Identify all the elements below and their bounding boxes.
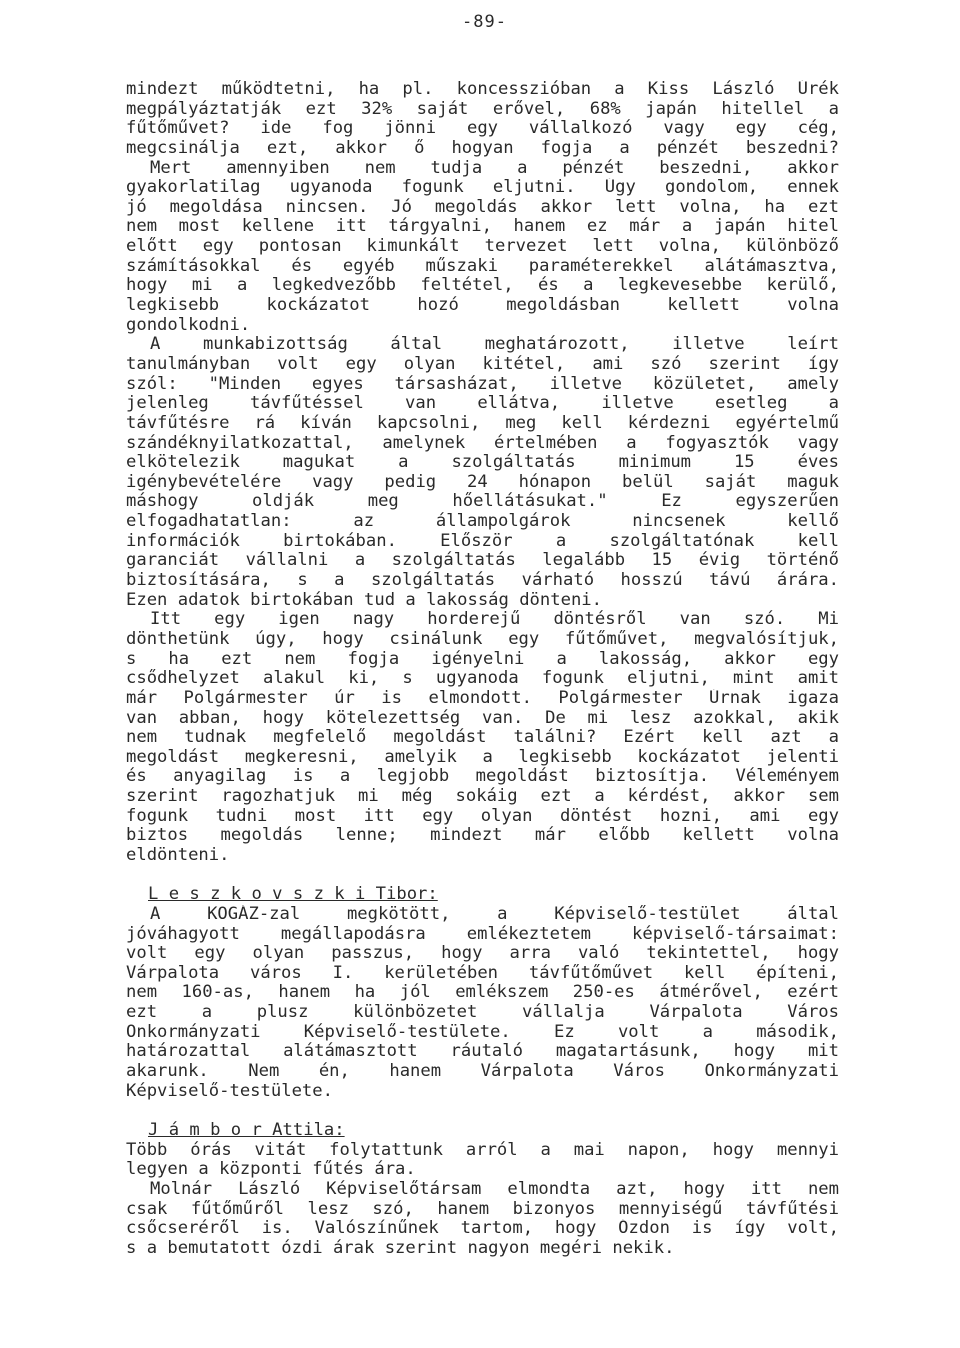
text-line: biztos megoldás lenne; mindezt már előbb kellett volna: [126, 826, 839, 846]
paragraph-gap: [126, 866, 839, 886]
text-line: biztosítására, s a szolgáltatás várható hosszú távú árára.: [126, 571, 839, 591]
text-line: van abban, hogy kötelezettség van. De mi lesz azokkal, akik: [126, 708, 839, 728]
text-line: Várpalota város I. kerületében távfűtőművet kell építeni,: [126, 963, 839, 983]
text-line: előtt egy pontosan kimunkált tervezet lett volna, különböző: [126, 237, 839, 257]
text-line: gyakorlatilag ugyanoda fogunk eljutni. Úgy gondolom, ennek: [126, 178, 839, 198]
text-line: eldönteni.: [126, 845, 230, 865]
text-line: Molnár László Képviselőtársam elmondta azt, hogy itt nem: [150, 1179, 839, 1199]
text-line: A KÖGÁZ-zal megkötött, a Képviselő-testület által: [150, 904, 839, 924]
text-line: szerint ragozhatjuk mi még sokáig ezt a kérdést, akkor sem: [126, 787, 839, 807]
text-line: gondolkodni.: [126, 315, 251, 335]
text-line: Mert amennyiben nem tudja a pénzét beszedni, akkor: [150, 158, 839, 178]
text-line: legkisebb kockázatot hozó megoldásban kellett volna: [126, 296, 839, 316]
text-line: nem most kellene itt tárgyalni, hanem ez már a japán hitel: [126, 217, 839, 237]
text-line: csak fűtőműről lesz szó, hanem bizonyos mennyiségű távfűtési: [126, 1199, 839, 1219]
text-line: elfogadhatatlan: az állampolgárok nincsenek kellő: [126, 512, 839, 532]
text-line: megoldást megkeresni, amelyik a legkisebb kockázatot jelenti: [126, 747, 839, 767]
text-line: tanulmányban volt egy olyan kitétel, ami szó szerint így: [126, 354, 839, 374]
text-line: nem tudnak megfelelő megoldást találni? Ezért kell azt a: [126, 728, 839, 748]
speaker-heading: L e s z k o v s z k i Tibor:: [148, 884, 438, 905]
text-line: nem 160-as, hanem ha jól emlékszem 250-es átmérővel, ezért: [126, 983, 839, 1003]
text-line: szól: "Minden egyes társasházat, illetve közületet, amely: [126, 374, 839, 394]
text-line: máshogy oldják meg hőellátásukat." Ez egyszerűen: [126, 492, 839, 512]
text-line: szándéknyilatkozattal, amelynek értelmében a fogyasztók vagy: [126, 433, 839, 453]
text-line: megcsinálja ezt, akkor ő hogyan fogja a pénzét beszedni?: [126, 138, 839, 158]
text-line: dönthetünk úgy, hogy csinálunk egy fűtőművet, megvalósítjuk,: [126, 629, 839, 649]
text-line: jó megoldása nincsen. Jó megoldás akkor lett volna, ha ezt: [126, 197, 839, 217]
document-body: [126, 80, 839, 1258]
speaker-heading: J á m b o r Attila:: [148, 1119, 345, 1140]
text-line: fűtőművet? ide fog jönni egy vállalkozó vagy egy cég,: [126, 119, 839, 139]
text-line: jelenleg távfűtéssel van ellátva, illetve esetleg a: [126, 394, 839, 414]
text-line: legyen a központi fűtés ára.: [126, 1160, 416, 1180]
text-line: jóváhagyott megállapodásra emlékeztetem képviselő-társaimat:: [126, 924, 839, 944]
text-line: megpályáztatják ezt 32% saját erővel, 68% japán hitellel a: [126, 99, 839, 119]
text-line: Ezen adatok birtokában tud a lakosság dönteni.: [126, 590, 602, 610]
text-line: s ha ezt nem fogja igényelni a lakosság, akkor egy: [126, 649, 839, 669]
text-line: elkötelezik magukat a szolgáltatás minimum 15 éves: [126, 453, 839, 473]
text-line: s a bemutatott ózdi árak szerint nagyon megéri nekik.: [126, 1238, 675, 1258]
text-line: hogy mi a legkedvezőbb feltétel, és a legkevesebbe kerülő,: [126, 276, 839, 296]
text-line: igénybevételére vagy pedig 24 hónapon belül saját maguk: [126, 472, 839, 492]
text-line: Itt egy igen nagy horderejű döntésről van szó. Mi: [150, 610, 839, 630]
text-line: információk birtokában. Először a szolgáltatónak kell: [126, 531, 839, 551]
text-line: garanciát vállalni a szolgáltatás legalább 15 évig történő: [126, 551, 839, 571]
text-line: csőcseréről is. Valószínűnek tartom, hogy Ózdon is így volt,: [126, 1219, 839, 1239]
text-line: és anyagilag is a legjobb megoldást biztosítja. Véleményem: [126, 767, 839, 787]
text-line: számításokkal és egyéb műszaki paraméterekkel alátámasztva,: [126, 256, 839, 276]
text-line: már Polgármester úr is elmondott. Polgármester Úrnak igaza: [126, 688, 839, 708]
text-line: akarunk. Nem én, hanem Várpalota Város Önkormányzati: [126, 1062, 839, 1082]
text-line: ezt a plusz különbözetet vállalja Várpalota Város: [126, 1003, 839, 1023]
text-line: A munkabizottság által meghatározott, illetve leírt: [150, 335, 839, 355]
text-line: mindezt működtetni, ha pl. koncesszióban a Kiss László Úrék: [126, 80, 839, 99]
text-line: Több órás vitát folytattunk arról a mai napon, hogy mennyi: [126, 1140, 839, 1160]
text-line: volt egy olyan passzus, hogy arra való tekintettel, hogy: [126, 944, 839, 964]
page-number: -89-: [462, 12, 507, 32]
text-line: Önkormányzati Képviselő-testülete. Ez volt a második,: [126, 1022, 839, 1042]
text-line: fogunk tudni most itt egy olyan döntést hozni, ami egy: [126, 806, 839, 826]
text-line: távfűtésre rá kíván kapcsolni, meg kell kérdezni egyértelmű: [126, 413, 839, 433]
text-line: Képviselő-testülete.: [126, 1081, 333, 1101]
text-line: határozattal alátámasztott ráutaló magatartásunk, hogy mit: [126, 1042, 839, 1062]
text-line: csődhelyzet alakul ki, s ugyanoda fogunk eljutni, mint amit: [126, 669, 839, 689]
paragraph-gap: [126, 1101, 839, 1121]
